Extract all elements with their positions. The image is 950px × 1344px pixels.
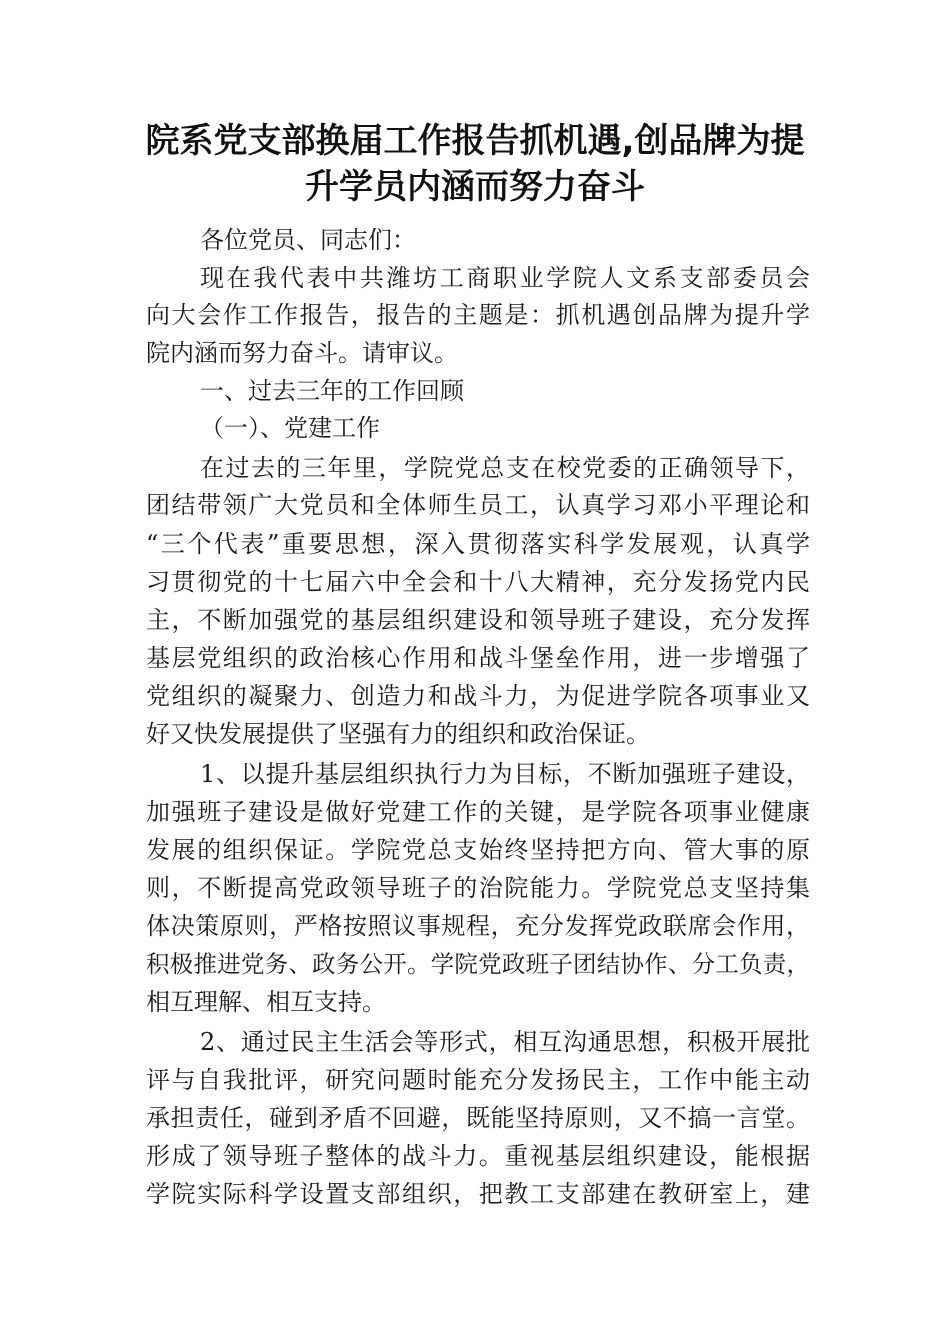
paragraph-line: 1、以提升基层组织执行力为目标，不断加强班子建设，: [200, 760, 810, 788]
paragraph-line: 发展的组织保证。学院党总支始终坚持把方向、管大事的原: [146, 836, 810, 864]
document-title-line-2: 升学员内涵而努力奋斗: [305, 167, 645, 207]
paragraph-line: 则，不断提高党政领导班子的治院能力。学院党总支坚持集: [146, 874, 810, 902]
paragraph-line: 好又快发展提供了坚强有力的组织和政治保证。: [146, 720, 650, 748]
paragraph-line: 在过去的三年里，学院党总支在校党委的正确领导下，: [200, 454, 810, 482]
section-heading: 一、过去三年的工作回顾: [200, 377, 464, 405]
paragraph-line: 团结带领广大党员和全体师生员工，认真学习邓小平理论和: [146, 491, 810, 519]
paragraph-line: 积极推进党务、政务公开。学院党政班子团结协作、分工负责，: [146, 950, 810, 978]
paragraph-line: 党组织的凝聚力、创造力和战斗力，为促进学院各项事业又: [146, 682, 810, 710]
paragraph-line: 体决策原则，严格按照议事规程，充分发挥党政联席会作用，: [146, 912, 810, 940]
paragraph-line: 形成了领导班子整体的战斗力。重视基层组织建设，能根据: [146, 1142, 810, 1170]
paragraph-line: “三个代表”重要思想，深入贯彻落实科学发展观，认真学: [146, 530, 810, 558]
paragraph-line: 向大会作工作报告，报告的主题是：抓机遇创品牌为提升学: [146, 301, 810, 329]
salutation: 各位党员、同志们：: [200, 226, 416, 254]
paragraph-line: 习贯彻党的十七届六中全会和十八大精神，充分发扬党内民: [146, 568, 810, 596]
paragraph-line: 院内涵而努力奋斗。请审议。: [146, 339, 458, 367]
paragraph-line: 现在我代表中共潍坊工商职业学院人文系支部委员会: [200, 264, 810, 292]
paragraph-line: 2、通过民主生活会等形式，相互沟通思想，积极开展批: [200, 1028, 810, 1056]
paragraph-line: 加强班子建设是做好党建工作的关键，是学院各项事业健康: [146, 798, 810, 826]
paragraph-line: 学院实际科学设置支部组织，把教工支部建在教研室上，建: [146, 1180, 810, 1208]
paragraph-line: 承担责任，碰到矛盾不回避，既能坚持原则，又不搞一言堂。: [146, 1104, 810, 1132]
document-title-line-1: 院系党支部换届工作报告抓机遇,创品牌为提: [145, 121, 805, 161]
paragraph-line: 主，不断加强党的基层组织建设和领导班子建设，充分发挥: [146, 606, 810, 634]
paragraph-line: 评与自我批评，研究问题时能充分发扬民主，工作中能主动: [146, 1066, 810, 1094]
paragraph-line: 相互理解、相互支持。: [146, 988, 386, 1016]
subsection-heading: （一）、党建工作: [200, 414, 380, 442]
paragraph-line: 基层党组织的政治核心作用和战斗堡垒作用，进一步增强了: [146, 644, 810, 672]
